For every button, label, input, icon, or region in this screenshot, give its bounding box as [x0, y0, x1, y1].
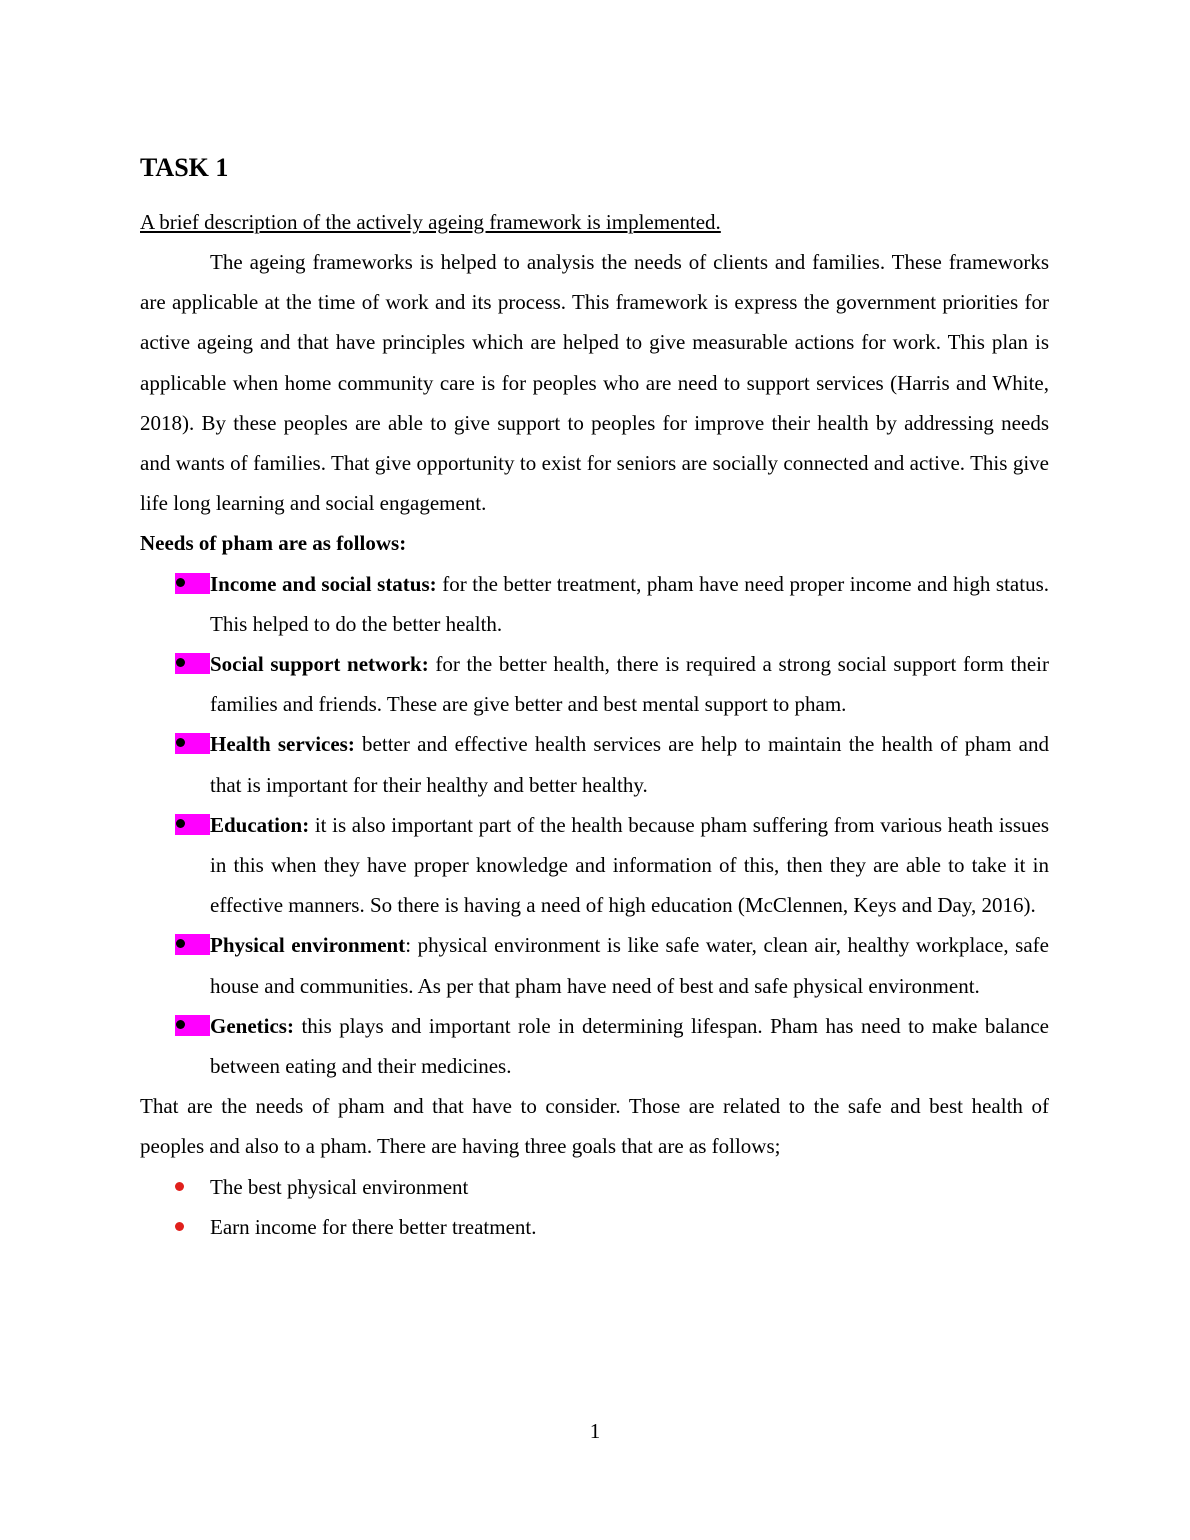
highlighted-bullet-icon	[175, 573, 210, 594]
intro-paragraph: The ageing frameworks is helped to analysis the needs of clients and families. These frameworks are applicable at the time of work and its process. This framework is express the government priorities for active ageing and that have principles which are helped to give measurable actions for work. This plan is applicable when home community care is for peoples who are need to support services (Harris and White, 2018). By these peoples are able to give support to peoples for improve their health by addressing needs and wants of families. That give opportunity to exist for seniors are socially connected and active. This give life long learning and social engagement.	[140, 250, 1049, 516]
goals-list	[140, 1167, 1049, 1247]
highlighted-bullet-icon	[175, 653, 210, 674]
need-item-physical-environment	[140, 925, 1049, 1005]
need-item-income	[140, 564, 1049, 644]
goal-text: Earn income for there better treatment.	[210, 1214, 537, 1239]
need-text: for the better health, there is required a strong social support form their families and friends. These are give better and best mental support to pham.	[210, 652, 1049, 717]
needs-list	[140, 564, 1049, 1087]
need-text: it is also important part of the health because pham suffering from various heath issues in this when they have proper knowledge and information of this, then they are able to take it in effective manners. So there is having a need of high education (McClennen, Keys and Day, 2016).	[210, 812, 1049, 918]
red-bullet-icon	[175, 1182, 184, 1191]
need-term: Health services:	[210, 732, 355, 757]
highlighted-bullet-icon	[175, 934, 210, 955]
highlighted-bullet-icon	[175, 733, 210, 754]
document-body	[140, 148, 1049, 1247]
task-heading: TASK 1	[140, 153, 229, 182]
need-text: this plays and important role in determining lifespan. Pham has need to make balance between eating and their medicines.	[210, 1013, 1049, 1079]
need-item-social-support	[140, 644, 1049, 724]
need-term: Income and social status:	[210, 571, 437, 596]
section-subtitle: A brief description of the actively ageing framework is implemented.	[140, 210, 721, 234]
goal-item	[140, 1167, 1049, 1207]
need-item-genetics	[140, 1006, 1049, 1086]
red-bullet-icon	[175, 1222, 184, 1231]
goal-text: The best physical environment	[210, 1174, 469, 1199]
need-term: Social support network:	[210, 652, 429, 677]
highlighted-bullet-icon	[175, 1015, 210, 1036]
needs-heading: Needs of pham are as follows:	[140, 531, 407, 556]
page-number: 1	[589, 1419, 601, 1443]
closing-paragraph: That are the needs of pham and that have to consider. Those are related to the safe and best health of peoples and also to a pham. There are having three goals that are as follows;	[140, 1094, 1049, 1159]
need-term: Genetics:	[210, 1013, 294, 1038]
need-item-education	[140, 805, 1049, 926]
goal-item	[140, 1207, 1049, 1247]
need-term: Education:	[210, 812, 310, 837]
highlighted-bullet-icon	[175, 814, 210, 835]
need-text: better and effective health services are help to maintain the health of pham and that is important for their healthy and better healthy.	[210, 732, 1050, 797]
need-text: for the better treatment, pham have need proper income and high status. This helped to do the better health.	[210, 571, 1049, 636]
need-term: Physical environment	[210, 933, 406, 958]
need-item-health-services	[140, 724, 1049, 804]
need-text: : physical environment is like safe water, clean air, healthy workplace, safe house and communities. As per that pham have need of best and safe physical environment.	[210, 933, 1049, 998]
